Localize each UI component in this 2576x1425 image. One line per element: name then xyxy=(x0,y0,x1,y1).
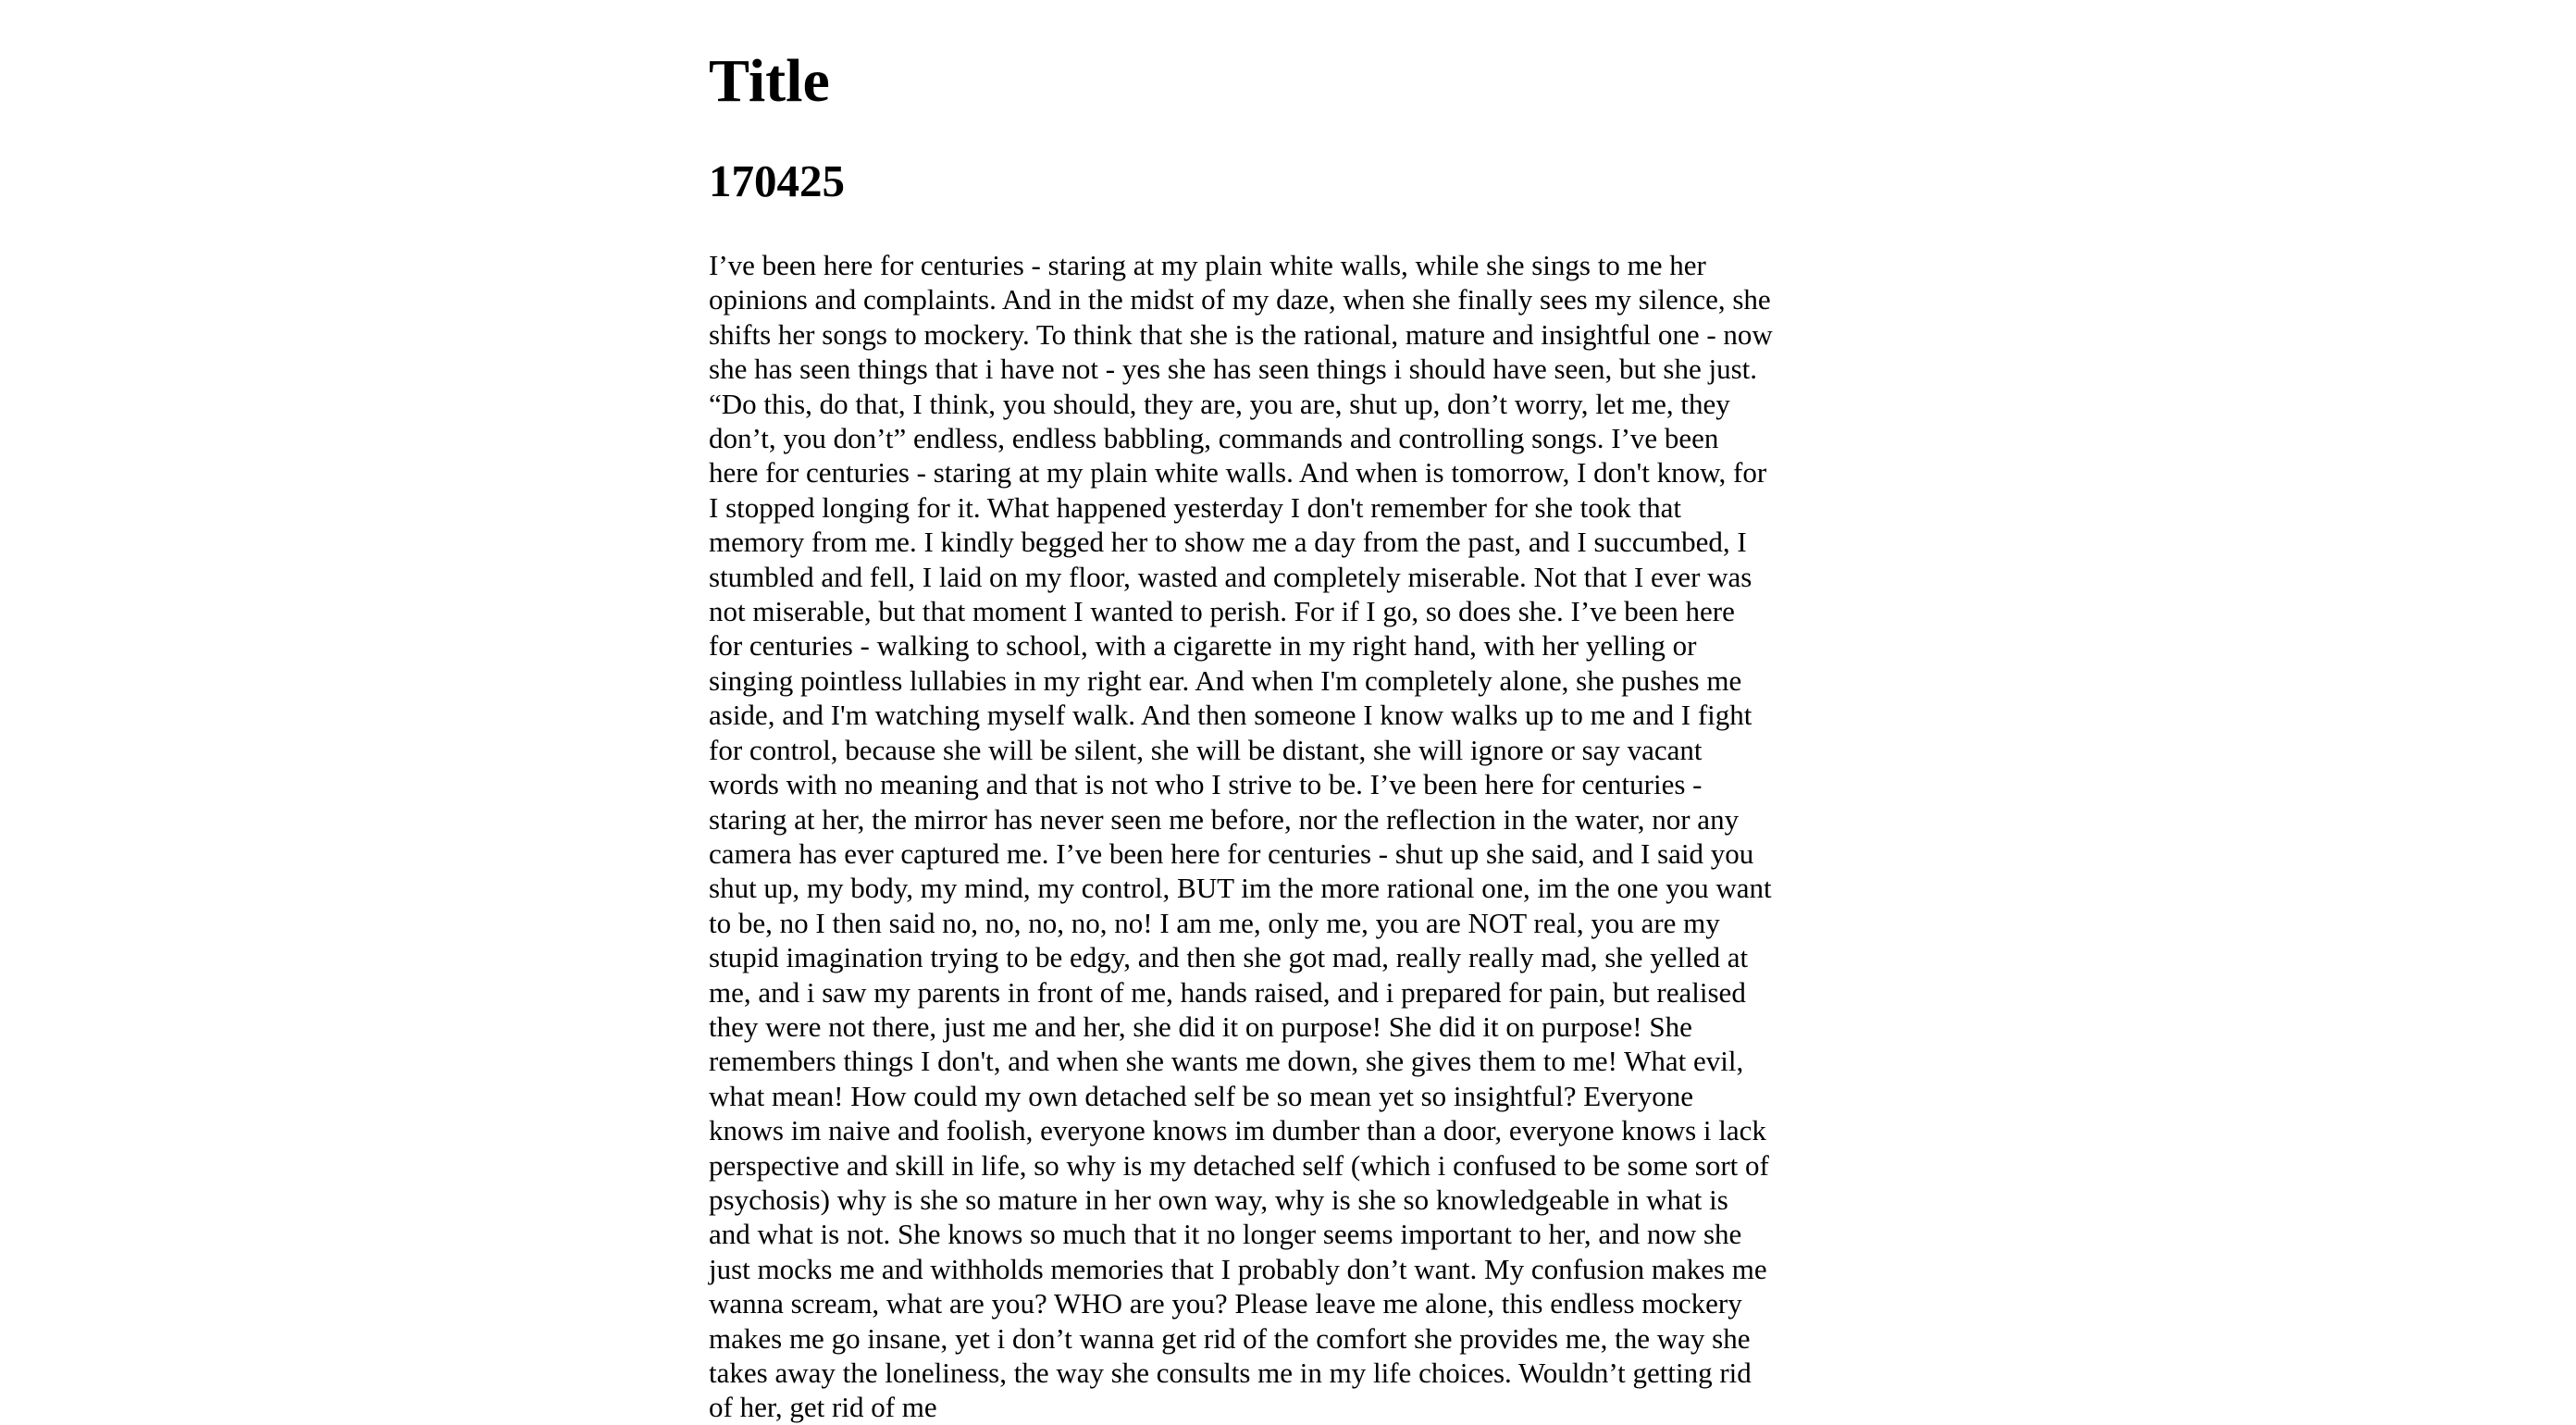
body-line: I’ve been here for centuries - staring at my plain white walls, while she sings to me her xyxy=(709,249,1706,281)
body-line: shut up, my body, my mind, my control, BUT im the more rational one, im the one you want xyxy=(709,872,1772,905)
body-line: just mocks me and withholds memories that I probably don’t want. My confusion makes me xyxy=(709,1252,1767,1285)
body-line: opinions and complaints. And in the midst of my daze, when she finally sees my silence, she xyxy=(709,283,1771,316)
body-line: camera has ever captured me. I’ve been here for centuries - shut up she said, and I said you xyxy=(709,836,1754,870)
body-line: stupid imagination trying to be edgy, and then she got mad, really really mad, she yelled at xyxy=(709,941,1749,974)
body-line: remembers things I don't, and when she wants me down, she gives them to me! What evil, xyxy=(709,1045,1744,1078)
body-line: they were not there, just me and her, she did it on purpose! She did it on purpose! She xyxy=(709,1010,1692,1043)
body-line: for control, because she will be silent, she will be distant, she will ignore or say vacant xyxy=(709,733,1703,766)
body-line: what mean! How could my own detached self be so mean yet so insightful? Everyone xyxy=(709,1079,1694,1112)
body-line: me, and i saw my parents in front of me, hands raised, and i prepared for pain, but realised xyxy=(709,975,1746,1009)
body-line: stumbled and fell, I laid on my floor, wasted and completely miserable. Not that I ever was xyxy=(709,560,1752,593)
body-line: and what is not. She knows so much that it no longer seems important to her, and now she xyxy=(709,1218,1742,1251)
body-paragraph xyxy=(709,248,1828,1425)
body-line: singing pointless lullabies in my right ear. And when I'm completely alone, she pushes me xyxy=(709,663,1742,697)
body-line: takes away the loneliness, the way she consults me in my life choices. Wouldn’t getting rid xyxy=(709,1357,1752,1389)
page-title: Title xyxy=(709,47,830,115)
body-line: to be, no I then said no, no, no, no, no! I am me, only me, you are NOT real, you are my xyxy=(709,906,1720,939)
body-line: for centuries - walking to school, with a cigarette in my right hand, with her yelling or xyxy=(709,629,1697,663)
body-line: of her, get rid of me xyxy=(709,1391,937,1424)
body-line: here for centuries - staring at my plain white walls. And when is tomorrow, I don't know, for xyxy=(709,456,1767,489)
body-line: she has seen things that i have not - yes she has seen things i should have seen, but she just. xyxy=(709,353,1758,386)
body-line: wanna scream, what are you? WHO are you? Please leave me alone, this endless mockery xyxy=(709,1287,1742,1320)
body-line: memory from me. I kindly begged her to show me a day from the past, and I succumbed, I xyxy=(709,526,1747,559)
body-line: staring at her, the mirror has never seen me before, nor the reflection in the water, nor any xyxy=(709,802,1740,836)
body-line: knows im naive and foolish, everyone knows im dumber than a door, everyone knows i lack xyxy=(709,1114,1766,1147)
body-line: don’t, you don’t” endless, endless babbling, commands and controlling songs. I’ve been xyxy=(709,422,1719,455)
body-line: makes me go insane, yet i don’t wanna get rid of the comfort she provides me, the way she xyxy=(709,1321,1751,1355)
body-line: psychosis) why is she so mature in her own way, why is she so knowledgeable in what is xyxy=(709,1183,1728,1216)
body-line: words with no meaning and that is not who I strive to be. I’ve been here for centuries - xyxy=(709,768,1703,801)
entry-date-heading: 170425 xyxy=(709,155,845,206)
body-line: aside, and I'm watching myself walk. And then someone I know walks up to me and I fight xyxy=(709,699,1752,732)
body-line: I stopped longing for it. What happened yesterday I don't remember for she took that xyxy=(709,490,1681,524)
body-line: “Do this, do that, I think, you should, they are, you are, shut up, don’t worry, let me, they xyxy=(709,387,1730,420)
body-line: shifts her songs to mockery. To think that she is the rational, mature and insightful one - now xyxy=(709,317,1773,351)
body-line: perspective and skill in life, so why is my detached self (which i confused to be some sort of xyxy=(709,1148,1769,1182)
body-line: not miserable, but that moment I wanted to perish. For if I go, so does she. I’ve been here xyxy=(709,595,1735,628)
